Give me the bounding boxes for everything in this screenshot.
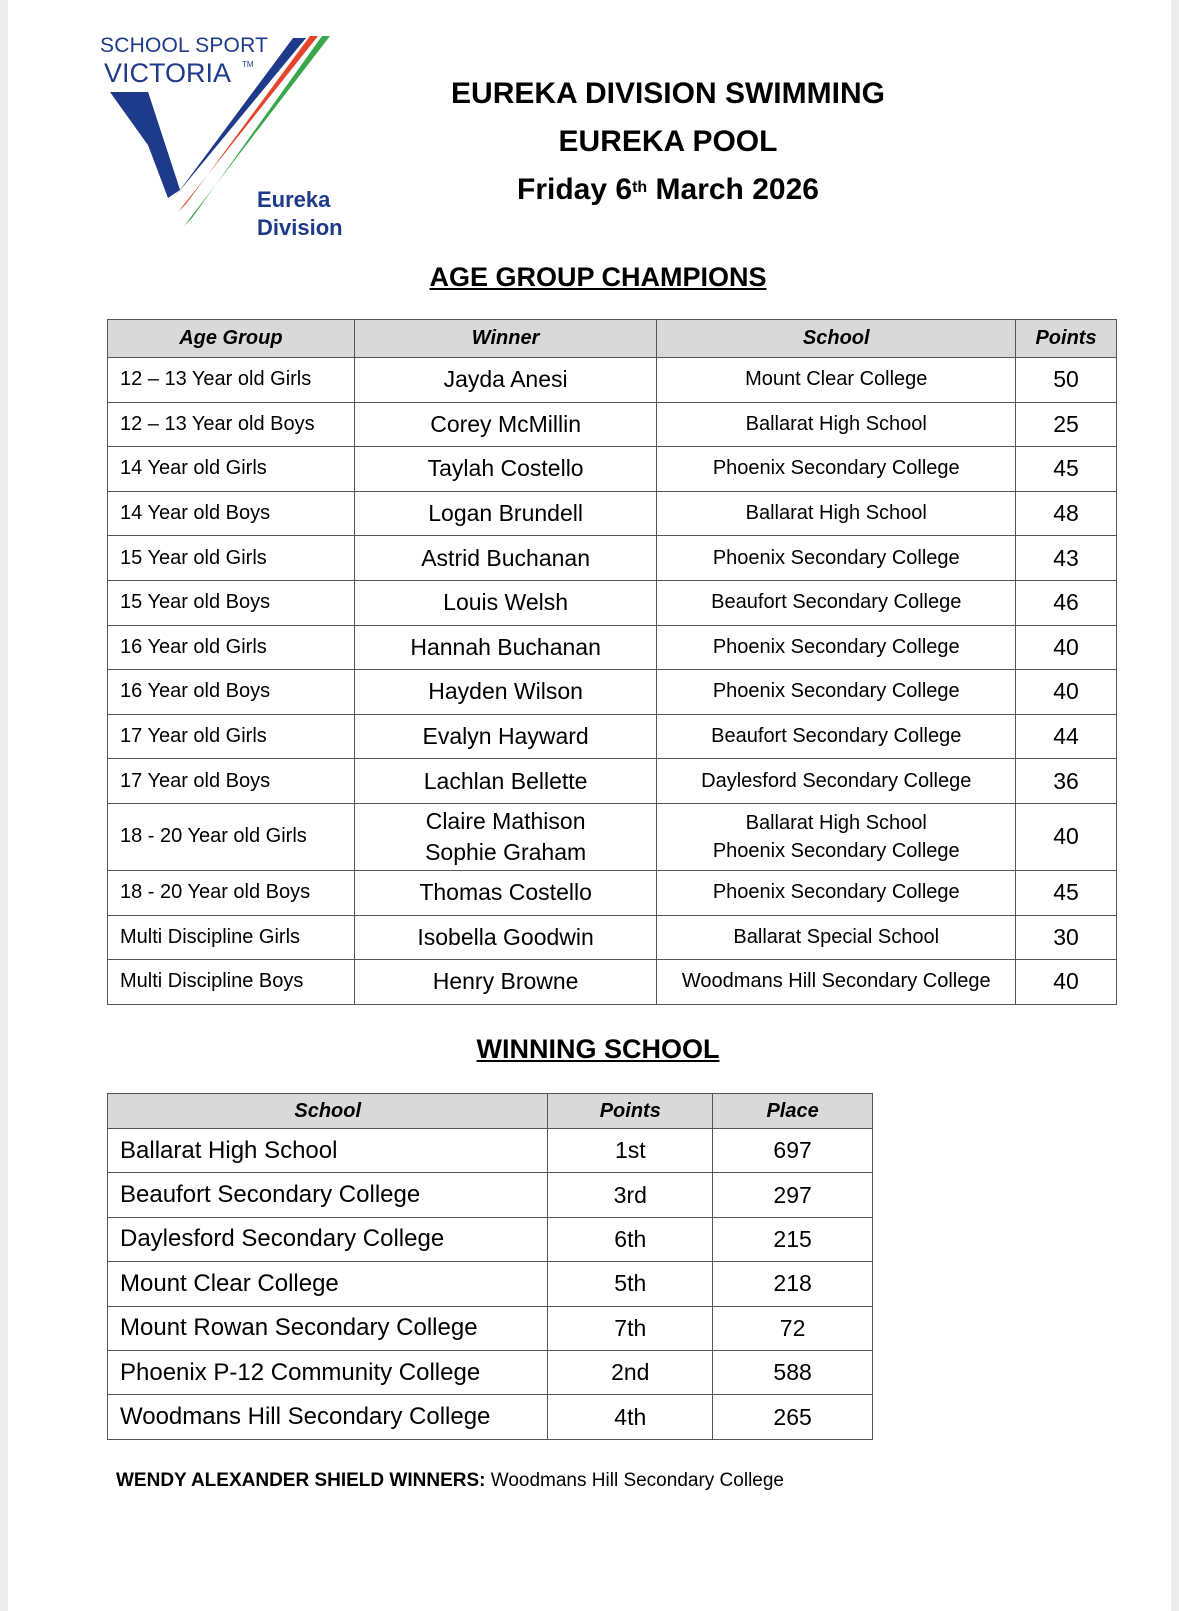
table-row [108,960,1117,1005]
points-cell: 30 [1016,915,1117,960]
school-cell: Mount Rowan Secondary College [108,1306,548,1350]
school-cell: Phoenix Secondary College [657,447,1016,492]
table-row [108,1173,873,1217]
winner-cell: Astrid Buchanan [354,536,657,581]
logo-line1: SCHOOL SPORT [100,34,269,57]
winner-cell: Lachlan Bellette [354,759,657,804]
school-cell: Ballarat High School [657,402,1016,447]
school-cell [657,803,1016,870]
school-cell: Beaufort Secondary College [657,580,1016,625]
age-group-champions-table [107,319,1117,1005]
place-cell: 218 [713,1262,873,1306]
age-group-cell: 18 - 20 Year old Girls [108,803,355,870]
table-row [108,491,1117,536]
place-cell: 697 [713,1129,873,1173]
school-cell: Daylesford Secondary College [108,1217,548,1261]
table-row [108,803,1117,870]
winner-cell: Corey McMillin [354,402,657,447]
column-header: Winner [354,320,657,358]
points-cell: 40 [1016,803,1117,870]
age-group-cell: 18 - 20 Year old Boys [108,870,355,915]
date-prefix: Friday 6 [517,173,633,206]
points-cell: 4th [548,1395,713,1439]
table-row [108,1217,873,1261]
winner-cell: Isobella Goodwin [354,915,657,960]
school-cell: Woodmans Hill Secondary College [108,1395,548,1439]
age-group-cell: 15 Year old Boys [108,580,355,625]
points-cell: 6th [548,1217,713,1261]
shield-value: Woodmans Hill Secondary College [485,1470,784,1491]
winner-cell: Logan Brundell [354,491,657,536]
school-cell: Daylesford Secondary College [657,759,1016,804]
school-sport-victoria-logo [88,30,368,245]
place-cell: 588 [713,1350,873,1394]
age-group-cell: Multi Discipline Boys [108,960,355,1005]
age-group-cell: 14 Year old Boys [108,491,355,536]
age-group-cell: 14 Year old Girls [108,447,355,492]
column-header: Points [1016,320,1117,358]
table-header-row [108,320,1117,358]
age-group-champions-title: AGE GROUP CHAMPIONS [429,262,767,292]
table-row [108,1306,873,1350]
place-cell: 215 [713,1217,873,1261]
points-cell: 46 [1016,580,1117,625]
event-venue: EUREKA POOL [558,125,778,158]
place-cell: 297 [713,1173,873,1217]
points-cell: 45 [1016,870,1117,915]
points-cell: 40 [1016,670,1117,715]
winning-school-title: WINNING SCHOOL [476,1034,720,1064]
logo-line2: VICTORIA [104,58,232,88]
winner-cell: Louis Welsh [354,580,657,625]
logo-trademark: TM [242,60,254,69]
school-name: Phoenix Secondary College [712,839,960,862]
date-superscript: th [632,179,648,196]
age-group-cell: Multi Discipline Girls [108,915,355,960]
school-cell: Beaufort Secondary College [108,1173,548,1217]
school-cell: Phoenix Secondary College [657,536,1016,581]
table-row [108,714,1117,759]
table-row [108,870,1117,915]
place-cell: 72 [713,1306,873,1350]
points-cell: 5th [548,1262,713,1306]
points-cell: 40 [1016,960,1117,1005]
winner-cell: Hayden Wilson [354,670,657,715]
points-cell: 1st [548,1129,713,1173]
table-row [108,670,1117,715]
table-row [108,915,1117,960]
points-cell: 7th [548,1306,713,1350]
event-title: EUREKA DIVISION SWIMMING [451,77,885,110]
points-cell: 43 [1016,536,1117,581]
table-row [108,402,1117,447]
table-row [108,447,1117,492]
logo-division-line1: Eureka [257,187,331,212]
age-group-cell: 17 Year old Boys [108,759,355,804]
winner-name: Claire Mathison [425,807,586,834]
column-header: Points [548,1094,713,1129]
column-header: Place [713,1094,873,1129]
winner-cell: Thomas Costello [354,870,657,915]
school-name: Ballarat High School [745,811,927,834]
table-row [108,625,1117,670]
table-row [108,1350,873,1394]
table-row [108,1395,873,1439]
winner-name: Sophie Graham [425,838,587,865]
shield-winners-line [116,1470,784,1492]
school-cell: Ballarat Special School [657,915,1016,960]
table-row [108,1262,873,1306]
winner-cell [354,803,657,870]
date-suffix: March 2026 [647,173,819,206]
school-cell: Beaufort Secondary College [657,714,1016,759]
shield-label: WENDY ALEXANDER SHIELD WINNERS: [116,1470,486,1491]
winner-cell: Evalyn Hayward [354,714,657,759]
logo-division-line2: Division [257,215,343,240]
school-cell: Ballarat High School [108,1129,548,1173]
points-cell: 48 [1016,491,1117,536]
points-cell: 36 [1016,759,1117,804]
event-date [448,166,888,214]
winner-cell: Henry Browne [354,960,657,1005]
place-cell: 265 [713,1395,873,1439]
table-row [108,1129,873,1173]
school-cell: Phoenix Secondary College [657,670,1016,715]
column-header: Age Group [108,320,355,358]
winner-cell: Jayda Anesi [354,358,657,403]
table-header-row [108,1094,873,1129]
age-group-cell: 12 – 13 Year old Girls [108,358,355,403]
school-cell: Phoenix Secondary College [657,870,1016,915]
document-header [448,70,888,214]
age-group-cell: 12 – 13 Year old Boys [108,402,355,447]
school-cell: Phoenix Secondary College [657,625,1016,670]
points-cell: 45 [1016,447,1117,492]
school-cell: Mount Clear College [108,1262,548,1306]
winner-cell: Taylah Costello [354,447,657,492]
points-cell: 3rd [548,1173,713,1217]
points-cell: 40 [1016,625,1117,670]
school-cell: Woodmans Hill Secondary College [657,960,1016,1005]
school-cell: Ballarat High School [657,491,1016,536]
age-group-cell: 17 Year old Girls [108,714,355,759]
table-row [108,580,1117,625]
age-group-cell: 16 Year old Boys [108,670,355,715]
column-header: School [657,320,1016,358]
column-header: School [108,1094,548,1129]
points-cell: 25 [1016,402,1117,447]
school-cell: Phoenix P-12 Community College [108,1350,548,1394]
table-row [108,536,1117,581]
points-cell: 2nd [548,1350,713,1394]
table-row [108,759,1117,804]
table-row [108,358,1117,403]
document-page [8,0,1171,1611]
age-group-cell: 16 Year old Girls [108,625,355,670]
points-cell: 50 [1016,358,1117,403]
winner-cell: Hannah Buchanan [354,625,657,670]
school-cell: Mount Clear College [657,358,1016,403]
winning-school-table [107,1093,873,1440]
age-group-cell: 15 Year old Girls [108,536,355,581]
points-cell: 44 [1016,714,1117,759]
